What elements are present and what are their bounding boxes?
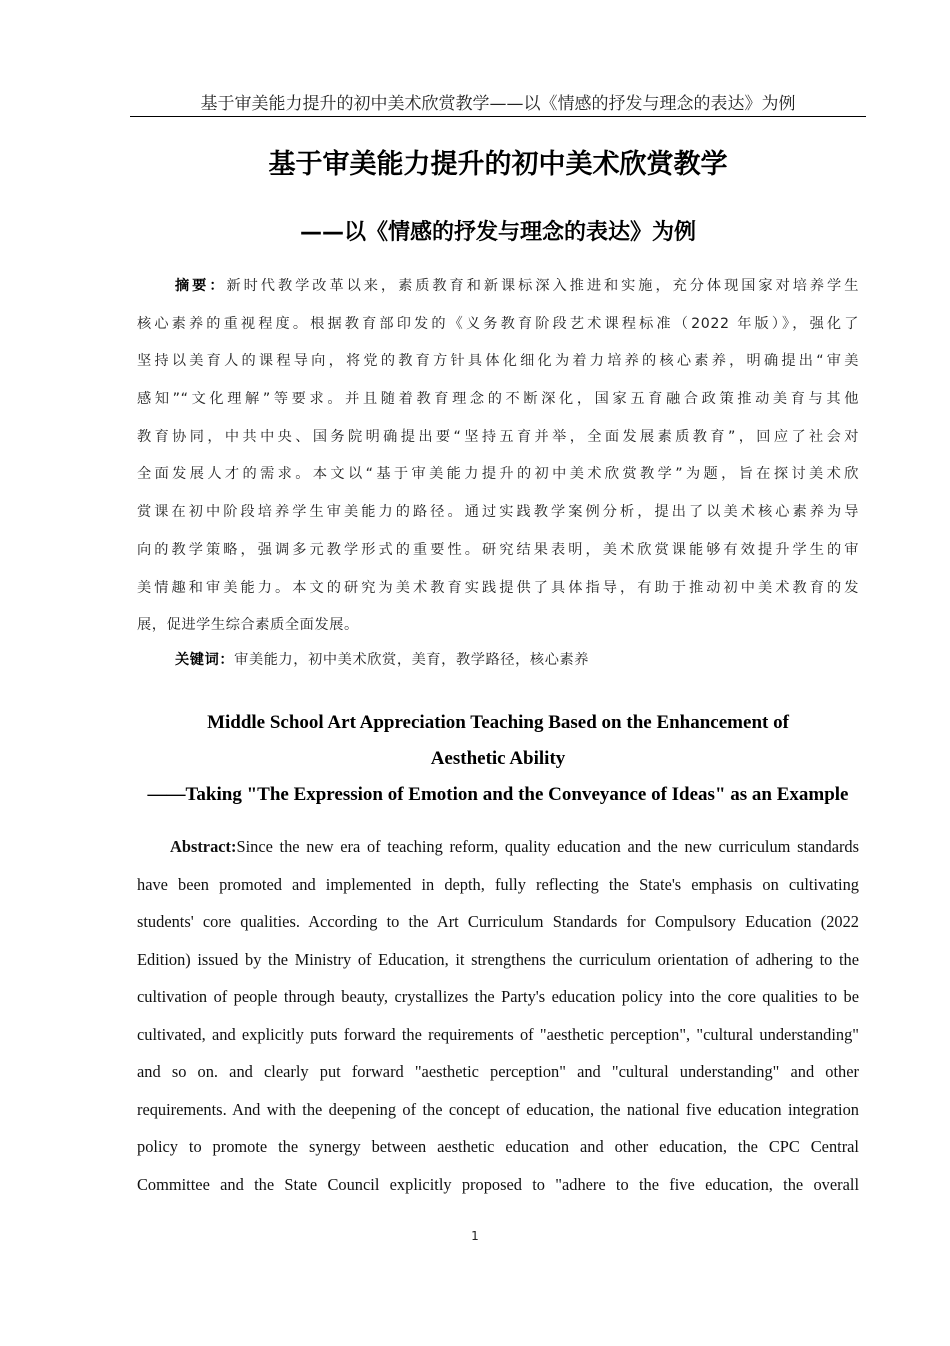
abstract-line: policy to promote the synergy between aesthetic education and other education, the CPC Central bbox=[137, 1137, 859, 1156]
header-divider bbox=[130, 116, 866, 117]
abstract-line: requirements. And with the deepening of the concept of education, the national five education integration bbox=[137, 1099, 859, 1119]
abstract-line: 向的教学策略，强调多元教学形式的重要性。研究结果表明，美术欣赏课能够有效提升学生的审 bbox=[137, 541, 859, 558]
abstract-line: Committee and the State Council explicitly proposed to "adhere to the five education, the overall bbox=[137, 1174, 859, 1194]
english-abstract bbox=[137, 828, 859, 1203]
abstract-text: Since the new era of teaching reform, quality education and the new curriculum standards bbox=[236, 837, 859, 856]
english-title-line-1: Middle School Art Appreciation Teaching Based on the Enhancement of bbox=[207, 712, 789, 733]
keywords-label: 关键词： bbox=[175, 651, 235, 668]
abstract-label: Abstract: bbox=[170, 837, 237, 856]
abstract-text: 新时代教学改革以来，素质教育和新课标深入推进和实施，充分体现国家对培养学生 bbox=[226, 278, 859, 294]
keywords-text: 审美能力，初中美术欣赏，美育，教学路径，核心素养 bbox=[234, 651, 590, 668]
page-number: 1 bbox=[471, 1229, 479, 1243]
abstract-line: 展，促进学生综合素质全面发展。 bbox=[137, 617, 359, 634]
chinese-abstract bbox=[137, 268, 859, 675]
chinese-subtitle: ——以《情感的抒发与理念的表达》为例 bbox=[299, 220, 696, 245]
abstract-line: 核心素养的重视程度。根据教育部印发的《义务教育阶段艺术课程标准（2022 年版）》，强化了 bbox=[137, 315, 859, 332]
abstract-line bbox=[137, 828, 859, 866]
keywords-line bbox=[137, 645, 859, 675]
abstract-line: cultivated, and explicitly puts forward the requirements of "aesthetic perception", "cultural understanding" bbox=[137, 1024, 859, 1044]
abstract-line: 教育协同，中共中央、国务院明确提出要“坚持五育并举，全面发展素质教育”，回应了社会对 bbox=[137, 428, 859, 445]
abstract-line: cultivation of people through beauty, crystallizes the Party's education policy into the core qualities to be bbox=[137, 987, 859, 1006]
chinese-title: 基于审美能力提升的初中美术欣赏教学 bbox=[268, 149, 728, 180]
abstract-line: and so on. and clearly put forward "aesthetic perception" and "cultural understanding" and other bbox=[137, 1062, 859, 1081]
abstract-line: 美情趣和审美能力。本文的研究为美术教育实践提供了具体指导，有助于推动初中美术教育的发 bbox=[137, 579, 859, 596]
abstract-line: Edition) issued by the Ministry of Education, it strengthens the curriculum orientation of adhering to the bbox=[137, 949, 859, 969]
abstract-line: 赏课在初中阶段培养学生审美能力的路径。通过实践教学案例分析，提出了以美术核心素养为导 bbox=[137, 504, 859, 521]
abstract-line: 全面发展人才的需求。本文以“基于审美能力提升的初中美术欣赏教学”为题，旨在探讨美术欣 bbox=[137, 466, 859, 483]
running-header: 基于审美能力提升的初中美术欣赏教学——以《情感的抒发与理念的表达》为例 bbox=[200, 94, 796, 114]
abstract-line bbox=[137, 268, 859, 306]
abstract-line: 坚持以美育人的课程导向，将党的教育方针具体化细化为着力培养的核心素养，明确提出“审美 bbox=[137, 353, 859, 370]
english-subtitle: ——Taking "The Expression of Emotion and the Conveyance of Ideas" as an Example bbox=[147, 784, 849, 805]
abstract-label: 摘要： bbox=[175, 278, 227, 294]
abstract-line: students' core qualities. According to the Art Curriculum Standards for Compulsory Education (2022 bbox=[137, 912, 859, 931]
abstract-line: have been promoted and implemented in depth, fully reflecting the State's emphasis on cultivating bbox=[137, 874, 859, 894]
english-title-line-2: Aesthetic Ability bbox=[430, 748, 566, 769]
abstract-line: 感知”“文化理解”等要求。并且随着教育理念的不断深化，国家五育融合政策推动美育与其他 bbox=[137, 391, 859, 408]
